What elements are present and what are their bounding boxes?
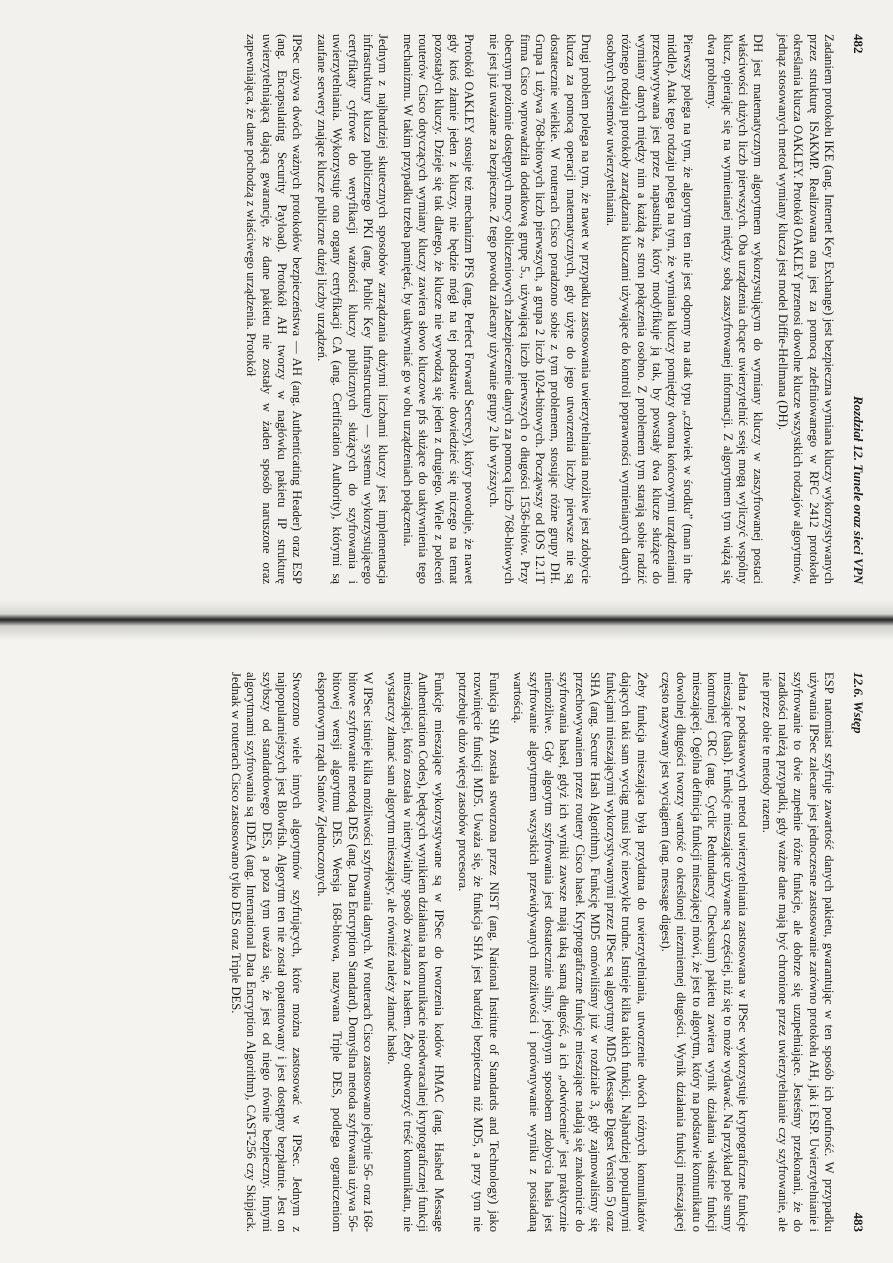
left-paragraph-1: Zadaniem protokołu IKE (ang. Internet Key Exchange) jest bezpieczna wymiana kluczy wykorzystywanych przez strukturę ISAKMP. Realizowana ona jest za pomocą zdefiniowanego w RFC 2412 protokołu określania klucza OAKLEY. Protokół OAKLEY przenosi dowolne klucze wszystkich rodzajów algorytmów, jednąz stosowanych metod wymiany klucza jest model Diffie-Hellmana (DH). xyxy=(775,33,836,584)
left-paragraph-6: Jednym z najbardziej skutecznych sposobów zarządzania dużymi liczbami kluczy jest implementacja infrastruktury klucza publicznego PKI (ang. Public Key Infrastructure) — systemu wykorzystującego certyfikaty cyfrowe do weryfikacji ważności kluczy publicznych służących do szyfrowania i uwierzytelniania. Wykorzystuje ona organy certyfikacji CA (ang. Certification Authority), którymi są zaufane serwery znające klucze publiczne dużej liczby urządzeń. xyxy=(314,33,390,584)
left-book-page xyxy=(0,0,893,617)
right-paragraph-5: Funkcje mieszające wykorzystywane są w IPSec do tworzenia kodów HMAC (ang. Hashed Message Authentication Codes), będących wynikiem działania na komunikacie nieodwracalnej kryptograficznej funkcji mieszającej, która została w nietrywialny sposób związana z hasłem. Żeby odtworzyć treść komunikatu, nie wystarczy złamać sam algorytm mieszający, ale również należy złamać hasło. xyxy=(384,671,446,1232)
right-page-number: 483 xyxy=(850,1212,866,1232)
left-paragraph-7: IPSec używa dwóch ważnych protokołów bezpieczeństwa — AH (ang. Authenticating Header) oraz ESP (ang. Encapsulating Security Payload). Protokół AH tworzy w nagłówku pakietu IP strukturę uwierzytelniającą dającą gwarancję, że dane pakietu nie zostały w żaden sposób naruszone oraz zapewniająca, że dane pochodzą z właściwego urządzenia. Protokół xyxy=(243,33,304,584)
right-running-header xyxy=(850,672,866,1232)
right-paragraph-3: Żeby funkcja mieszająca była przydatna do uwierzytelniania, utworzenie dwóch różnych komunikatów dających taki sam wyciąg musi być niezwykle trudne. Istnieje kilka takich funkcji. Najbardziej popularnymi funkcjami mieszającymi wykorzystywanymi przez IPSec są algorytmy MD5 (Message Digest Version 5) oraz SHA (ang. Secure Hash Algorithm). Funkcję MD5 omówiliśmy już w rozdziale 3, gdy zajmowaliśmy się przechowywaniem przez routery Cisco haseł. Kryptograficzne funkcje mieszające nadają się znakomicie do szyfrowania haseł, gdyż ich wyniki zawsze mają taką samą długość, a ich „odwrócenie” jest praktycznie niemożliwe. Gdy algorytm szyfrowania jest dostatecznie silny, jedynym sposobem zdobycia hasła jest szyfrowanie algorytmem wszystkich przewidywanych możliwości i porównywanie wyniku z posiadaną wartością. xyxy=(510,671,649,1232)
left-running-head-title: Rozdział 12. Tunele oraz sieci VPN xyxy=(850,395,866,584)
right-paragraph-7: Stworzono wiele innych algorytmów szyfrujących, które można zastosować w IPSec. Jednym z najpopularniejszych jest Blowfish. Algorytm ten nie został opatentowany i jest dostępny bezpłatnie. Jest on szybszy od standardowego DES, a poza tym uważa się, że jest od niego równie bezpieczny. Innymi algorytmami szyfrowania są IDEA (ang. International Data Encryption Algorithm), CAST-256 czy Skipjack. Jednak w routerach Cisco zastosowano tylko DES oraz Triple DES. xyxy=(228,671,304,1232)
left-running-header xyxy=(850,34,866,584)
right-paragraph-2: Jedna z podstawowych metod uwierzytelniania zastosowana w IPSec wykorzystuje kryptograficzne funkcje mieszające (hash). Funkcje mieszające używane są częściej, niż się to może wydawać. Na przykład pole sumy kontrolnej CRC (ang. Cyclic Redundancy Checksum) pakietu zawiera wynik działania właśnie funkcji mieszającej. Ogólna definicja funkcji mieszającej mówi, że jest to algorytm, który na podstawie komunikatu o dowolnej długości tworzy wartość o określonej niezmiennej długości. Wynik działania funkcji mieszającej często nazywany jest wyciągiem (ang. message digest). xyxy=(658,671,750,1232)
left-paragraph-4: Drugi problem polega na tym, że nawet w przypadku zastosowania uwierzytelniania możliwe jest zdobycie klucza za pomocą operacji matematycznych, gdy użyte do jego utworzenia liczby pierwsze nie są dostatecznie wielkie. W routerach Cisco poradzono sobie z tym problemem, stosując różne grupy DH. Grupa 1 używa 768-bitowych liczb pierwszych, a grupa 2 liczb 1024-bitowych. Począwszy od IOS 12.1T firma Cisco wprowadziła dodatkową grupę 5., używającą liczb pierwszych o długości 1536-bitów. Przy obecnym poziomie dostępnych mocy obliczeniowych zabezpieczenie danych za pomocą liczb 768-bitowych nie jest już uważane za bezpieczne. Z tego powodu zalecany używanie grupy 2 lub wyższych. xyxy=(486,33,593,584)
right-paragraph-4: Funkcja SHA została stworzona przez NIST (ang. National Institute of Standards and Technology) jako rozwinięcie funkcji MD5. Uważa się, że funkcja SHA jest bardziej bezpieczna niż MD5, a przy tym nie potrzebuje dużo więcej zasobów procesora. xyxy=(455,671,501,1232)
left-page-content xyxy=(14,14,880,604)
left-paragraph-5: Protokół OAKLEY stosuje też mechanizm PFS (ang. Perfect Forward Secrecy), który powoduje, że nawet gdy ktoś złamie jeden z kluczy, nie będzie mógł na tej podstawie dowiedzieć się niczego na temat pozostałych kluczy. Dzieje się tak dlatego, że klucze nie wywodzą się jeden z drugiego. Wiele z poleceń routerów Cisco dotyczących wymiany kluczy zawiera słowo kluczowe pfs służące do uaktywnienia tego mechanizmu. W takim przypadku trzeba pamiętać, by uaktywniać go w obu urządzeniach połączenia. xyxy=(400,33,476,584)
right-book-page xyxy=(0,640,893,1263)
left-page-number: 482 xyxy=(850,33,866,53)
book-spine-shadow xyxy=(0,600,893,640)
left-paragraph-3: Pierwszy polega na tym, że algorytm ten nie jest odporny na atak typu „człowiek w środku” (man in the middle). Atak tego rodzaju polega na tym, że wymiana kluczy pomiędzy dwoma końcowymi urządzeniami przechwytywana jest przez napastnika, który modyfikuje ją tak, by powstały dwa klucze służące do wymiany danych między nim a każdą ze stron połączenia osobno. Z problemem tym starają sobie radzić różnego rodzaju protokoły zarządzania kluczami używające do kontroli poprawności wymienianych danych osobnych systemów uwierzytelniania. xyxy=(603,33,695,584)
right-paragraph-6: W IPSec istnieje kilka możliwości szyfrowania danych. W routerach Cisco zastosowano jedynie 56- oraz 168-bitowe szyfrowanie metodą DES (ang. Data Encryption Standard). Domyślna metoda szyfrowania używa 56-bitowej wersji algorytmu DES. Wersja 168-bitowa, nazywana Triple DES, podlega ograniczeniom eksportowym rządu Stanów Zjednoczonych. xyxy=(314,671,375,1232)
right-running-head-title: 12.6. Wstęp xyxy=(850,671,866,734)
right-page-content xyxy=(14,652,880,1252)
left-paragraph-2: DH jest matematycznym algorytmem wykorzystującym do wymiany kluczy w zaszyfrowanej postaci właściwości dużych liczb pierwszych. Oba urządzenia chcące uwierzytelnić sesję mogą wyliczyć wspólny klucz, opierając się na wymienianej między sobą zaszyfrowanej informacji. Z algorytmem tym wiążą się dwa problemy. xyxy=(704,33,765,584)
right-paragraph-1: ESP natomiast szyfruje zawartość danych pakietu, gwarantując w ten sposób ich poufność. W przypadku używania IPSec zalecane jest jednoczesne zastosowanie zarówno protokołu AH, jak i ESP. Uwierzytelnianie i szyfrowanie to dwie zupełnie różne funkcje, ale dobrze się uzupełniające. Jesteśmy przekonani, że do rzadkości należą przypadki, gdy ważne dane mają być chronione przez uwierzytelnianie czy szyfrowanie, ale nie przez obie te metody razem. xyxy=(759,671,836,1232)
